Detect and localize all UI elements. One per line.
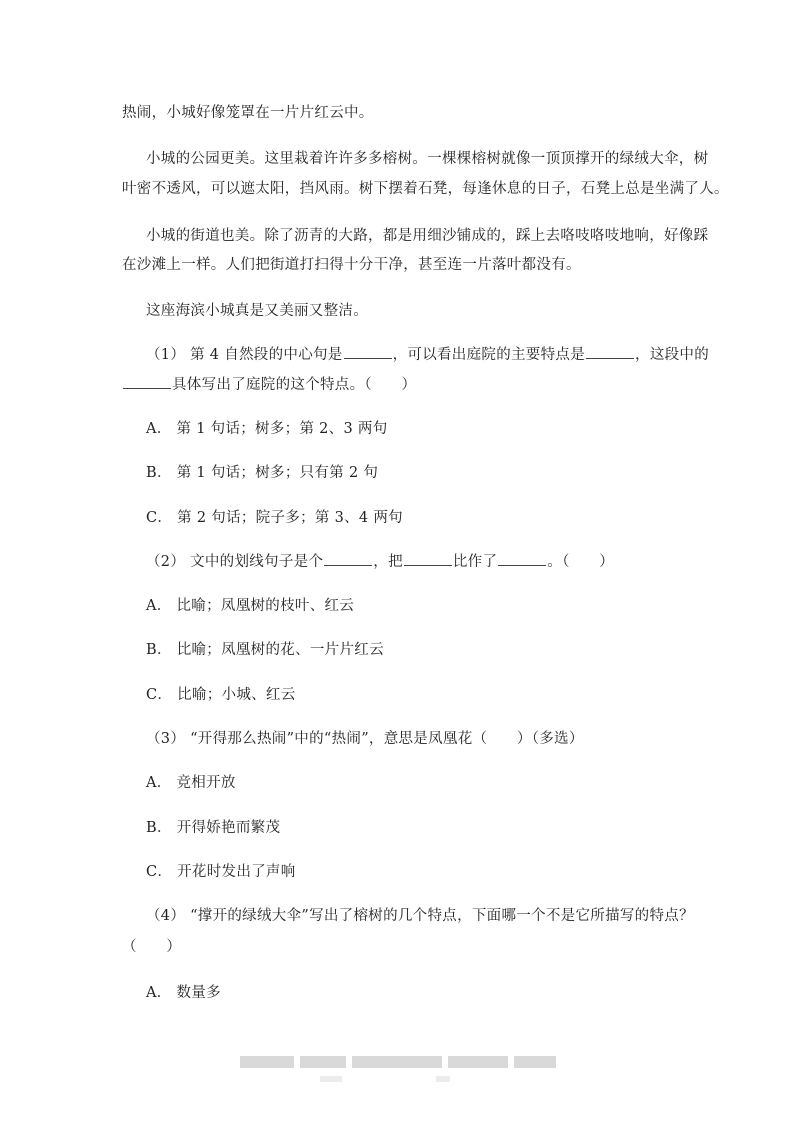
question-text: 比作了 bbox=[452, 554, 498, 570]
option-item[interactable] bbox=[146, 596, 354, 616]
question-stem bbox=[146, 906, 694, 926]
option-item[interactable] bbox=[146, 463, 378, 483]
option-text: 第 1 句话；树多；第 2、3 两句 bbox=[176, 421, 388, 437]
question-stem bbox=[146, 551, 614, 572]
question-text: “撑开的绿绒大伞”写出了榕树的几个特点，下面哪一个不是它所描写的特点？ bbox=[190, 908, 694, 924]
question-stem bbox=[146, 729, 584, 749]
question-number: （4） bbox=[146, 908, 186, 924]
option-item[interactable] bbox=[146, 419, 388, 439]
option-letter: A． bbox=[146, 985, 172, 1001]
option-item[interactable] bbox=[146, 818, 280, 838]
option-text: 数量多 bbox=[176, 985, 221, 1001]
option-text: 第 1 句话；树多；只有第 2 句 bbox=[176, 465, 379, 481]
question-text: ，这段中的 bbox=[635, 347, 710, 363]
question-stem-cont bbox=[122, 374, 416, 395]
answer-blank[interactable] bbox=[586, 344, 634, 359]
question-text: “开得那么热闹”中的“热闹”，意思是凤凰花（ ）（多选） bbox=[190, 731, 584, 747]
answer-blank[interactable] bbox=[324, 551, 372, 566]
question-number: （2） bbox=[146, 554, 186, 570]
option-letter: A． bbox=[146, 421, 172, 437]
option-letter: A． bbox=[146, 775, 172, 791]
passage-line: 在沙滩上一样。人们把街道打扫得十分干净，甚至连一片落叶都没有。 bbox=[122, 257, 581, 273]
option-text: 竞相开放 bbox=[176, 775, 236, 791]
passage-line: 小城的公园更美。这里栽着许许多多榕树。一棵棵榕树就像一顶顶撑开的绿绒大伞，树 bbox=[146, 151, 709, 167]
question-stem-cont bbox=[122, 937, 181, 957]
blurred-footer-watermark bbox=[240, 1056, 556, 1086]
option-text: 开花时发出了声响 bbox=[177, 864, 296, 880]
option-letter: C． bbox=[146, 687, 173, 703]
passage-line: 这座海滨小城真是又美丽又整洁。 bbox=[146, 303, 368, 319]
option-item[interactable] bbox=[146, 508, 403, 528]
option-letter: C． bbox=[146, 510, 173, 526]
question-number: （1） bbox=[146, 347, 186, 363]
question-text: 具体写出了庭院的这个特点。（ ） bbox=[172, 377, 417, 393]
option-letter: B． bbox=[146, 642, 172, 658]
passage-line: 小城的街道也美。除了沥青的大路，都是用细沙铺成的，踩上去咯吱咯吱地响，好像踩 bbox=[146, 228, 709, 244]
question-text: 。（ ） bbox=[547, 554, 615, 570]
option-text: 第 2 句话；院子多；第 3、4 两句 bbox=[177, 510, 403, 526]
option-letter: C． bbox=[146, 864, 173, 880]
question-stem bbox=[146, 344, 709, 365]
question-text: ，把 bbox=[373, 554, 403, 570]
option-letter: B． bbox=[146, 465, 172, 481]
option-text: 比喻；小城、红云 bbox=[177, 687, 296, 703]
question-number: （3） bbox=[146, 731, 186, 747]
option-text: 比喻；凤凰树的枝叶、红云 bbox=[176, 598, 355, 614]
option-item[interactable] bbox=[146, 983, 221, 1003]
question-text: 第 4 自然段的中心句是 bbox=[190, 347, 343, 363]
question-text: 文中的划线句子是个 bbox=[190, 554, 324, 570]
passage-line: 热闹，小城好像笼罩在一片片红云中。 bbox=[122, 105, 374, 121]
answer-blank[interactable] bbox=[344, 344, 392, 359]
question-text: （ ） bbox=[122, 939, 182, 955]
answer-blank[interactable] bbox=[498, 551, 546, 566]
option-text: 比喻；凤凰树的花、一片片红云 bbox=[176, 642, 384, 658]
option-item[interactable] bbox=[146, 685, 296, 705]
passage-line: 叶密不透风，可以遮太阳，挡风雨。树下摆着石凳，每逢休息的日子，石凳上总是坐满了人。 bbox=[122, 181, 729, 197]
option-item[interactable] bbox=[146, 640, 384, 660]
option-text: 开得娇艳而繁茂 bbox=[176, 820, 281, 836]
question-text: ，可以看出庭院的主要特点是 bbox=[392, 347, 586, 363]
option-letter: B． bbox=[146, 820, 172, 836]
answer-blank[interactable] bbox=[123, 374, 171, 389]
option-letter: A． bbox=[146, 598, 172, 614]
answer-blank[interactable] bbox=[404, 551, 452, 566]
option-item[interactable] bbox=[146, 862, 296, 882]
option-item[interactable] bbox=[146, 773, 236, 793]
